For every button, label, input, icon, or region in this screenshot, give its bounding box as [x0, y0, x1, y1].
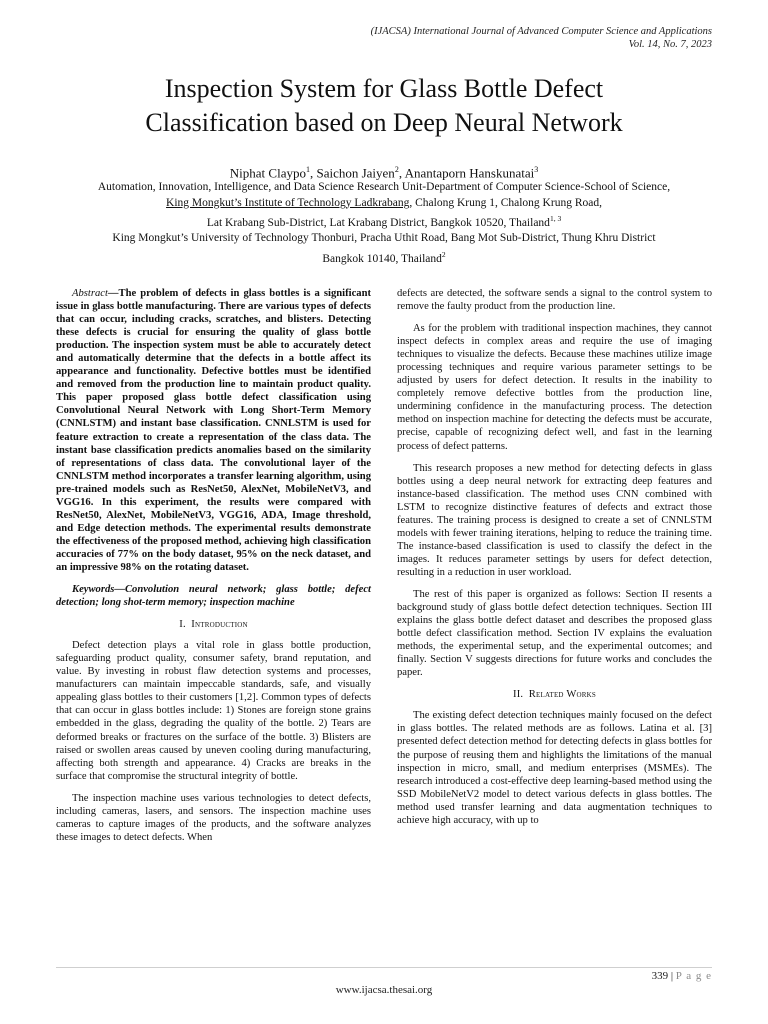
affiliation-address: , Chalong Krung 1, Chalong Krung Road,	[409, 196, 602, 209]
journal-header	[371, 25, 712, 51]
title-line-1: Inspection System for Glass Bottle Defect	[164, 74, 604, 103]
affiliation-block	[40, 180, 728, 267]
affiliation-address: Lat Krabang Sub-District, Lat Krabang District, Bangkok 10520, Thailand	[206, 216, 550, 229]
body-paragraph: As for the problem with traditional inspection machines, they cannot inspect defects in complex areas and require the use of imaging techniques to visualize the defects. Because these machines utilize image processing techniques and require various parameter settings to be adjusted by users for defect detection. It results in the inability to completely remove defective bottles from the production line, undermining confidence in the manufacturing process. The detection method on inspection machine for detecting the defects must be accurate, precise, capable of recognizing defect well, and fast in the learning process of defect patterns.	[397, 323, 712, 452]
affiliation-line: King Mongkut’s University of Technology Thonburi, Pracha Uthit Road, Bang Mot Sub-District, Thung Khru District	[112, 232, 656, 245]
paper-title	[40, 72, 728, 140]
keywords-paragraph	[56, 583, 371, 609]
author-name: Saichon Jaiyen	[316, 165, 395, 181]
author-sup: 1	[305, 165, 310, 174]
keywords-text: Convolution neural network; glass bottle; defect detection; long shot-term memory; inspection machine	[56, 584, 371, 609]
affiliation-sup: 1, 3	[549, 214, 562, 223]
section-heading-related-works: II. Related Works	[512, 689, 597, 701]
author-sup: 2	[394, 165, 399, 174]
section-heading-introduction: I. Introduction	[179, 619, 248, 631]
page-label: P a g e	[675, 970, 712, 982]
abstract-dash: —	[107, 288, 119, 299]
journal-volume: Vol. 14, No. 7, 2023	[628, 39, 712, 50]
affiliation-address: Bangkok 10140, Thailand	[322, 252, 442, 265]
body-paragraph: The rest of this paper is organized as follows: Section II resents a background study of glass bottle defect detection techniques. Section III explains the glass bottle defect dataset and describes the proposed glass bottle defect classification method. Section IV explains the evaluation methods, the experimental setup, and the experimental outcomes; and finally. Section V suggests directions for future works and concludes the paper.	[397, 588, 712, 679]
abstract-text: The problem of defects in glass bottles is a significant issue in glass bottle manufacturing. There are various types of defects that can occur, including cracks, scratches, and blisters. Detecting these defects is crucial for ensuring the quality of glass bottle production. The inspection system must be able to accurately detect and automatically determine that the defects in a bottle affect its appearance and functionality. Defective bottles must be identified and removed from the production line to maintain product quality. This paper proposed glass bottle defect classification using Convolutional Neural Network with Long Short-Term Memory (CNNLSTM) and instant base classification. CNNLSTM is used for feature extraction to create a representation of the class data. The instant base classification predicts anomalies based on the similarity of representations of class data. The convolutional layer of the CNNLSTM method incorporates a transfer learning algorithm, using pre-trained models such as ResNet50, AlexNet, MobileNetV3, and VGG16. In this experiment, the results were compared with ResNet50, AlexNet, MobileNetV3, VGG16, ADA, Image threshold, and Edge detection methods. The experimental results demonstrate the effectiveness of the proposed method, achieving high classification accuracies of 77% on the body dataset, 95% on the neck dataset, and an impressive 98% on the rotating dataset.	[56, 288, 371, 573]
page-number	[652, 970, 712, 982]
author-sup: 3	[534, 165, 539, 174]
journal-website: www.ijacsa.thesai.org	[335, 984, 433, 996]
author-list: Niphat Claypo$^1$, Saichon Jaiyen$^2$, Anantaporn Hanskunatai$^3$	[229, 165, 539, 181]
keywords-label: Keywords—	[72, 584, 125, 596]
page-number-value: 339	[651, 970, 669, 982]
body-paragraph: The inspection machine uses various technologies to detect defects, including cameras, lasers, and sensors. The inspection machine uses cameras to capture images of the products, and the software analyzes these images to detect defects. When	[56, 792, 371, 843]
affiliation-line	[40, 196, 728, 212]
left-column	[56, 287, 371, 853]
title-line-2: Classification based on Deep Neural Network	[145, 108, 623, 137]
author-name: Anantaporn Hanskunatai	[404, 165, 535, 181]
affiliation-sup: 2	[441, 249, 446, 259]
body-paragraph: Defect detection plays a vital role in glass bottle production, safeguarding product quality, consumer safety, brand reputation, and value. By investing in robust flaw detection systems and processes, manufacturers can maintain impeccable standards, safe, and visually appealing glass bottles to their customers [1,2]. Common types of defects that can occur in glass bottles include: 1) Stones are foreign stone grains embedded in the glass, degrading the quality of the bottle. 2) Tears are deformed breaks or fractures on the surface of the bottle. 3) Blisters are raised or swollen areas caused by uneven cooling during manufacturing, affecting both strength and appearance. 4) Cracks are breaks in the surface that compromise the structural integrity of bottle.	[56, 640, 371, 782]
footer-divider	[56, 967, 712, 968]
journal-name: (IJACSA) International Journal of Advanced Computer Science and Applications	[370, 26, 712, 37]
affiliation-line: Automation, Innovation, Intelligence, and Data Science Research Unit-Department of Computer Science-School of Science,	[97, 181, 671, 193]
abstract-label: Abstract	[72, 288, 108, 299]
institution-name: King Mongkut’s Institute of Technology Ladkrabang	[166, 196, 410, 209]
right-column	[397, 287, 712, 836]
author-name: Niphat Claypo	[229, 165, 306, 181]
abstract-paragraph	[56, 287, 371, 574]
body-paragraph: The existing defect detection techniques mainly focused on the defect in glass bottles. The related methods are as follows. Latina et al. [3] presented defect detection method for detecting defects in glass bottles for the purpose of reusing them and highlights the limitations of the manual inspection in micro, small, and medium enterprises (MSMEs). The research introduced a cost-effective deep learning-based method using the SSD MobileNetV2 model to detect various defects in glass bottles. The method used transfer learning and data augmentation techniques to achieve high accuracy, with up to	[397, 710, 712, 826]
affiliation-line	[40, 247, 728, 267]
page-number-separator: |	[668, 970, 676, 982]
affiliation-line	[40, 211, 728, 231]
body-paragraph: This research proposes a new method for detecting defects in glass bottles using a deep neural network for extracting deep features and instance-based classification. The method uses CNN combined with LSTM to recognize distinctive features of defects and extract those features. The training process is designed to create a set of CNNLSTM models with fewer training iterations, helping to reduce the training time. The instance-based classification is used to classify the defect in the images. It reduces parameter settings by users for defect detection, resulting in a reduction in user workload.	[397, 462, 712, 578]
body-paragraph: defects are detected, the software sends a signal to the control system to remove the faulty product from the production line.	[397, 288, 712, 313]
